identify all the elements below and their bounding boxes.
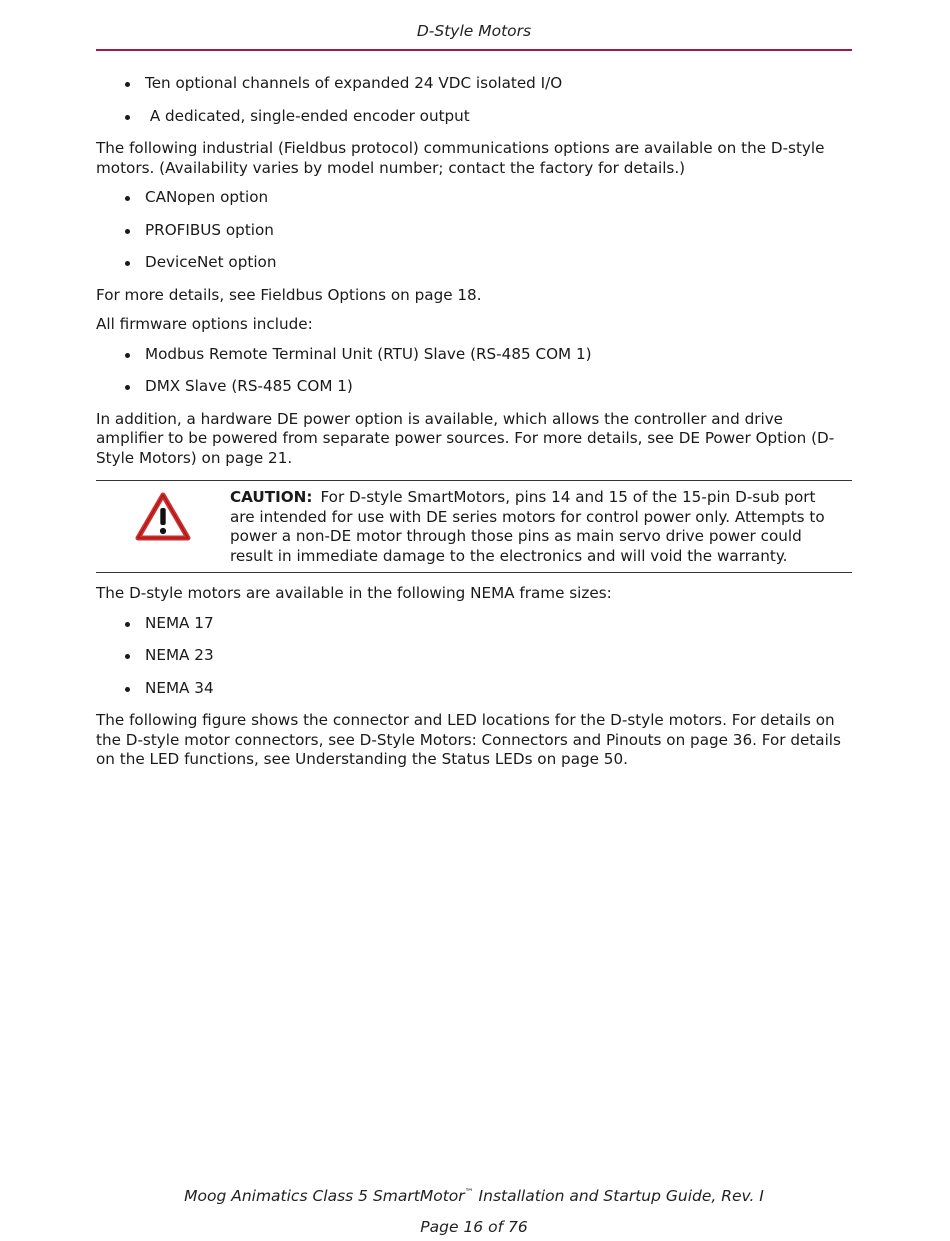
list-item-text: PROFIBUS option	[145, 220, 274, 239]
list-item	[96, 253, 852, 273]
bullet-icon	[125, 261, 130, 266]
list-item	[96, 74, 852, 94]
footer-document-title	[96, 1187, 852, 1205]
page-body	[96, 74, 852, 780]
fieldbus-bullet-list	[96, 188, 852, 273]
footer-title-suffix: Installation and Startup Guide, Rev. I	[473, 1187, 764, 1205]
list-item	[96, 614, 852, 634]
fieldbus-details-paragraph: For more details, see Fieldbus Options on page 18.	[96, 285, 482, 304]
firmware-paragraph: All firmware options include:	[96, 315, 313, 333]
list-item-text: CANopen option	[145, 188, 269, 206]
header-rule	[96, 49, 852, 51]
list-item-text: A dedicated, single-ended encoder output	[145, 106, 470, 125]
list-item-text: DeviceNet option	[145, 253, 277, 271]
bullet-icon	[125, 622, 130, 627]
list-item	[96, 188, 852, 208]
list-item-text: NEMA 17	[145, 613, 214, 632]
list-item	[96, 377, 852, 397]
list-item-text: NEMA 34	[145, 678, 214, 697]
caution-message: For D-style SmartMotors, pins 14 and 15 of the 15-pin D-sub port are intended for use with DE series motors for control power only. Attempts to power a non-DE motor through those pins as main servo drive power could result in immediate damage to the electronics and will void the warranty.	[230, 488, 825, 565]
page-header-title: D-Style Motors	[416, 22, 532, 40]
list-item	[96, 345, 852, 365]
list-item-text: Ten optional channels of expanded 24 VDC isolated I/O	[145, 74, 563, 92]
list-item	[96, 221, 852, 241]
bullet-icon	[125, 353, 130, 358]
firmware-bullet-list	[96, 345, 852, 397]
caution-icon-cell	[96, 488, 230, 566]
caution-label: CAUTION:	[230, 488, 313, 506]
list-item	[96, 107, 852, 127]
nema-paragraph: The D-style motors are available in the following NEMA frame sizes:	[96, 584, 612, 602]
bullet-icon	[125, 385, 130, 390]
list-item-text: DMX Slave (RS-485 COM 1)	[145, 377, 353, 395]
nema-bullet-list	[96, 614, 852, 699]
caution-box	[96, 480, 852, 573]
footer-title-text: Moog Animatics Class 5 SmartMotor	[184, 1187, 465, 1205]
warning-triangle-icon	[135, 492, 191, 542]
bullet-icon	[125, 687, 130, 692]
trademark-symbol: ™	[464, 1187, 474, 1198]
list-item	[96, 679, 852, 699]
bullet-icon	[125, 229, 130, 234]
de-power-paragraph: In addition, a hardware DE power option is available, which allows the controller and drive amplifier to be powered from separate power sources. For more details, see DE Power Option (D-Style Motors) on page 21.	[96, 409, 835, 467]
bullet-icon	[125, 115, 130, 120]
page-number: Page 16 of 76	[420, 1218, 528, 1236]
figure-reference-paragraph: The following figure shows the connector and LED locations for the D-style motors. For details on the D-style motor connectors, see D-Style Motors: Connectors and Pinouts on page 36. For details on the LED functions, see Understanding the Status LEDs on page 50.	[96, 711, 841, 768]
list-item-text: Modbus Remote Terminal Unit (RTU) Slave (RS-485 COM 1)	[145, 344, 592, 363]
fieldbus-paragraph: The following industrial (Fieldbus protocol) communications options are available on the D-style motors. (Availability varies by model number; contact the factory for details.)	[96, 139, 825, 177]
bullet-icon	[125, 82, 130, 87]
bullet-icon	[125, 654, 130, 659]
caution-text	[230, 488, 852, 566]
list-item	[96, 646, 852, 666]
io-bullet-list	[96, 74, 852, 126]
bullet-icon	[125, 196, 130, 201]
list-item-text: NEMA 23	[145, 646, 214, 664]
